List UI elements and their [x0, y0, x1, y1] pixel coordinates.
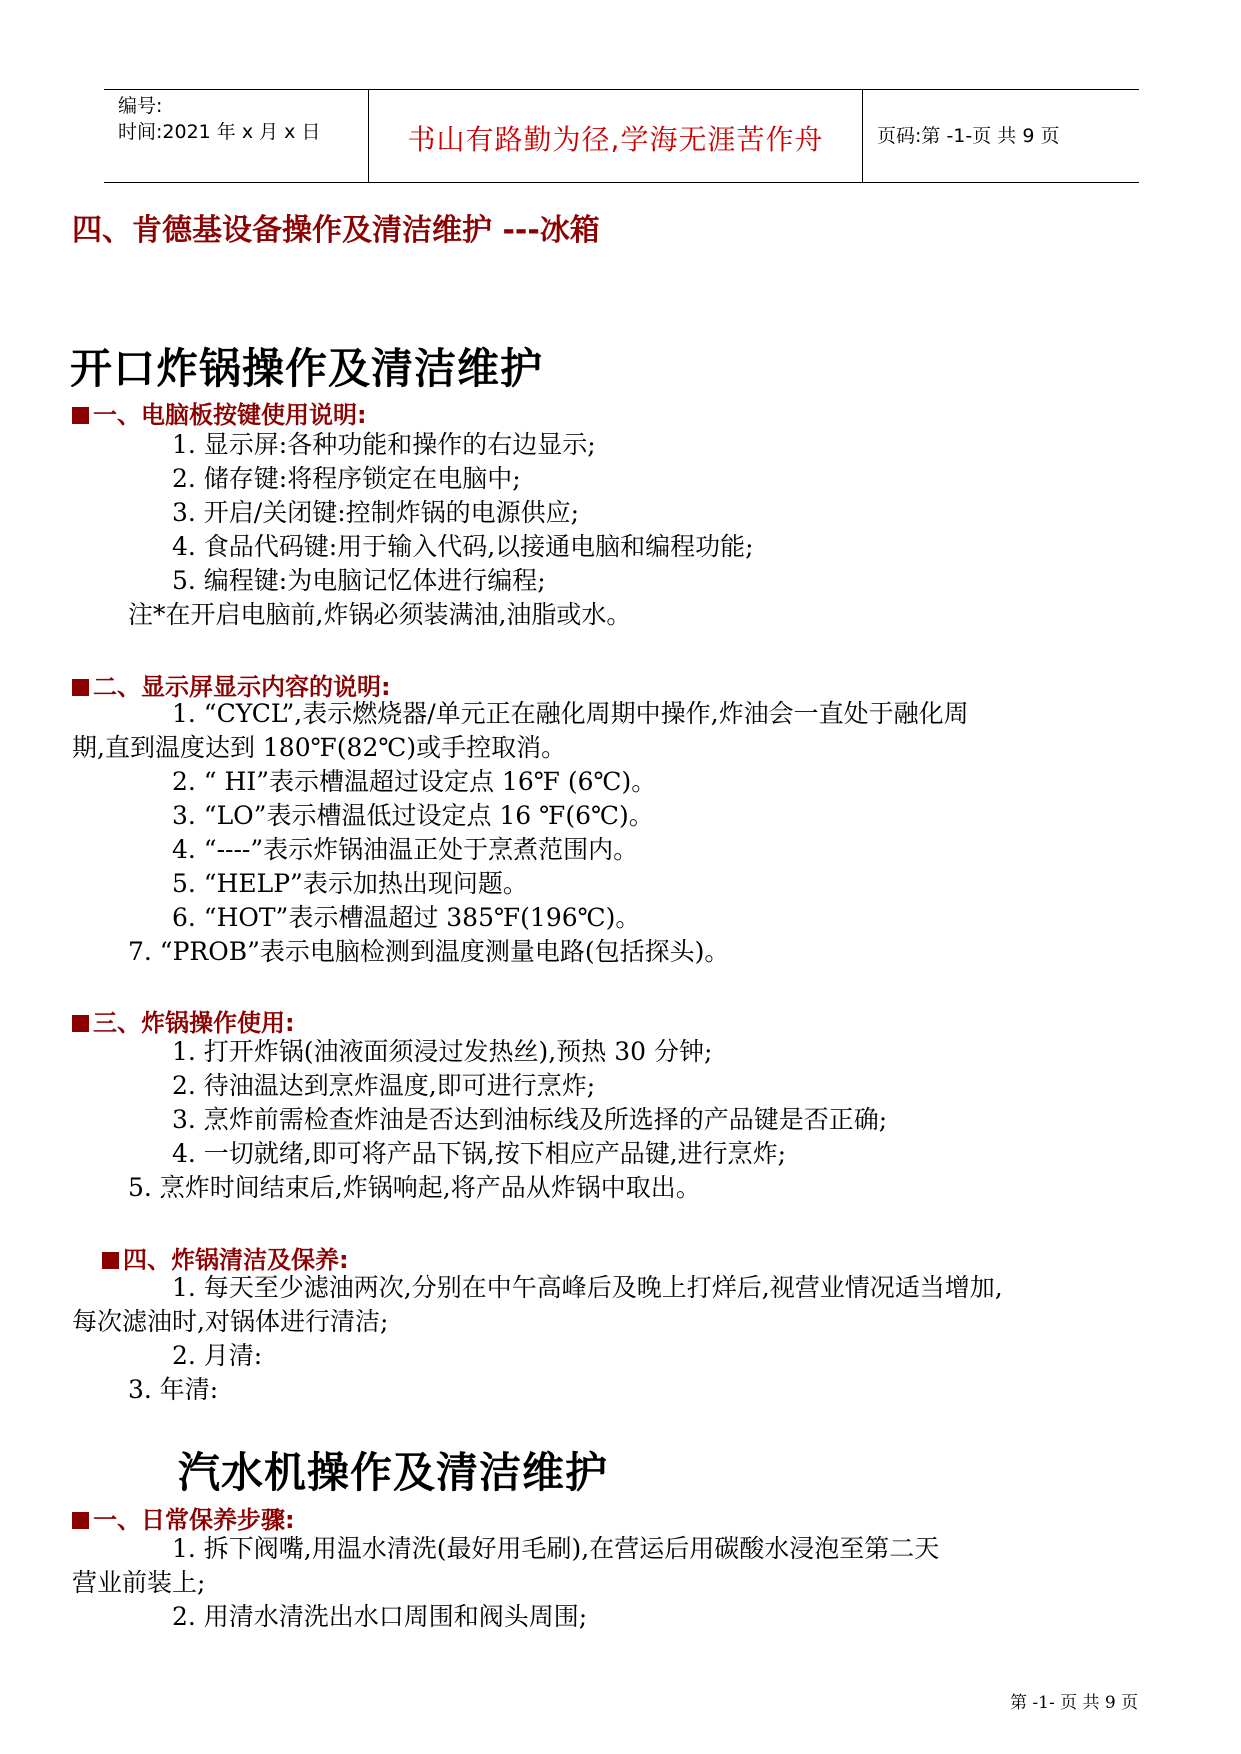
fryer-section-1-heading — [72, 395, 367, 430]
bullet-square-icon — [72, 679, 89, 696]
motto: 书山有路勤为径,学海无涯苦作舟 — [407, 123, 824, 156]
section-heading-text: 二、显示屏显示内容的说明: — [93, 673, 391, 701]
list-item: 3. “LO”表示槽温低过设定点 16 ℉(6℃)。 — [172, 801, 654, 830]
list-item: 7. “PROB”表示电脑检测到温度测量电路(包括探头)。 — [128, 937, 730, 966]
time-label: 时间:2021 年 x 月 x 日 — [118, 121, 321, 143]
bullet-square-icon — [102, 1252, 119, 1269]
page-info: 页码:第 -1-页 共 9 页 — [877, 125, 1060, 147]
list-item: 1. 拆下阀嘴,用温水清洗(最好用毛刷),在营运后用碳酸水浸泡至第二天 — [172, 1534, 940, 1563]
bullet-square-icon — [72, 1015, 89, 1032]
list-item: 4. 一切就绪,即可将产品下锅,按下相应产品键,进行烹炸; — [172, 1139, 787, 1168]
list-item: 3. 开启/关闭键:控制炸锅的电源供应; — [172, 498, 580, 527]
list-item: 1. 打开炸锅(油液面须浸过发热丝),预热 30 分钟; — [172, 1037, 713, 1066]
section-heading-text: 四、炸锅清洁及保养: — [123, 1246, 349, 1274]
doc-title: 四、肯德基设备操作及清洁维护 ---冰箱 — [72, 213, 600, 248]
list-item: 5. 烹炸时间结束后,炸锅响起,将产品从炸锅中取出。 — [128, 1173, 701, 1202]
page-footer: 第 -1- 页 共 9 页 — [1010, 1693, 1139, 1713]
section-heading-text: 一、电脑板按键使用说明: — [93, 401, 367, 429]
list-item: 4. “----”表示炸锅油温正处于烹煮范围内。 — [172, 835, 639, 864]
list-item-continuation: 营业前装上; — [72, 1568, 206, 1597]
bullet-square-icon — [72, 1512, 89, 1529]
list-item: 2. 储存键:将程序锁定在电脑中; — [172, 464, 521, 493]
list-item: 3. 年清: — [128, 1375, 219, 1404]
list-item: 5. 编程键:为电脑记忆体进行编程; — [172, 566, 546, 595]
header-right-cell — [863, 90, 1139, 182]
soda-section-1-heading — [72, 1500, 295, 1535]
list-item-continuation: 期,直到温度达到 180℉(82℃)或手控取消。 — [72, 733, 567, 762]
list-item: 1. “CYCL”,表示燃烧器/单元正在融化周期中操作,炸油会一直处于融化周 — [172, 699, 969, 728]
fryer-section-4-heading — [102, 1240, 349, 1275]
header-left-cell — [104, 90, 369, 182]
note: 注*在开启电脑前,炸锅必须装满油,油脂或水。 — [128, 600, 632, 629]
bullet-square-icon — [72, 407, 89, 424]
list-item: 5. “HELP”表示加热出现问题。 — [172, 869, 528, 898]
fryer-title: 开口炸锅操作及清洁维护 — [70, 344, 544, 393]
number-label: 编号: — [118, 95, 163, 117]
list-item: 2. 用清水清洗出水口周围和阀头周围; — [172, 1602, 588, 1631]
section-heading-text: 三、炸锅操作使用: — [93, 1009, 295, 1037]
list-item: 2. 待油温达到烹炸温度,即可进行烹炸; — [172, 1071, 596, 1100]
list-item: 4. 食品代码键:用于输入代码,以接通电脑和编程功能; — [172, 532, 754, 561]
list-item: 2. “ HI”表示槽温超过设定点 16℉ (6℃)。 — [172, 767, 657, 796]
soda-title: 汽水机操作及清洁维护 — [178, 1448, 609, 1497]
list-item: 6. “HOT”表示槽温超过 385℉(196℃)。 — [172, 903, 641, 932]
list-item-continuation: 每次滤油时,对锅体进行清洁; — [72, 1307, 389, 1336]
list-item: 2. 月清: — [172, 1341, 263, 1370]
page-header — [104, 89, 1139, 183]
header-middle-cell — [369, 90, 863, 182]
list-item: 1. 每天至少滤油两次,分别在中午高峰后及晚上打烊后,视营业情况适当增加, — [172, 1273, 1003, 1302]
list-item: 1. 显示屏:各种功能和操作的右边显示; — [172, 430, 596, 459]
list-item: 3. 烹炸前需检查炸油是否达到油标线及所选择的产品键是否正确; — [172, 1105, 888, 1134]
fryer-section-3-heading — [72, 1003, 295, 1038]
section-heading-text: 一、日常保养步骤: — [93, 1506, 295, 1534]
